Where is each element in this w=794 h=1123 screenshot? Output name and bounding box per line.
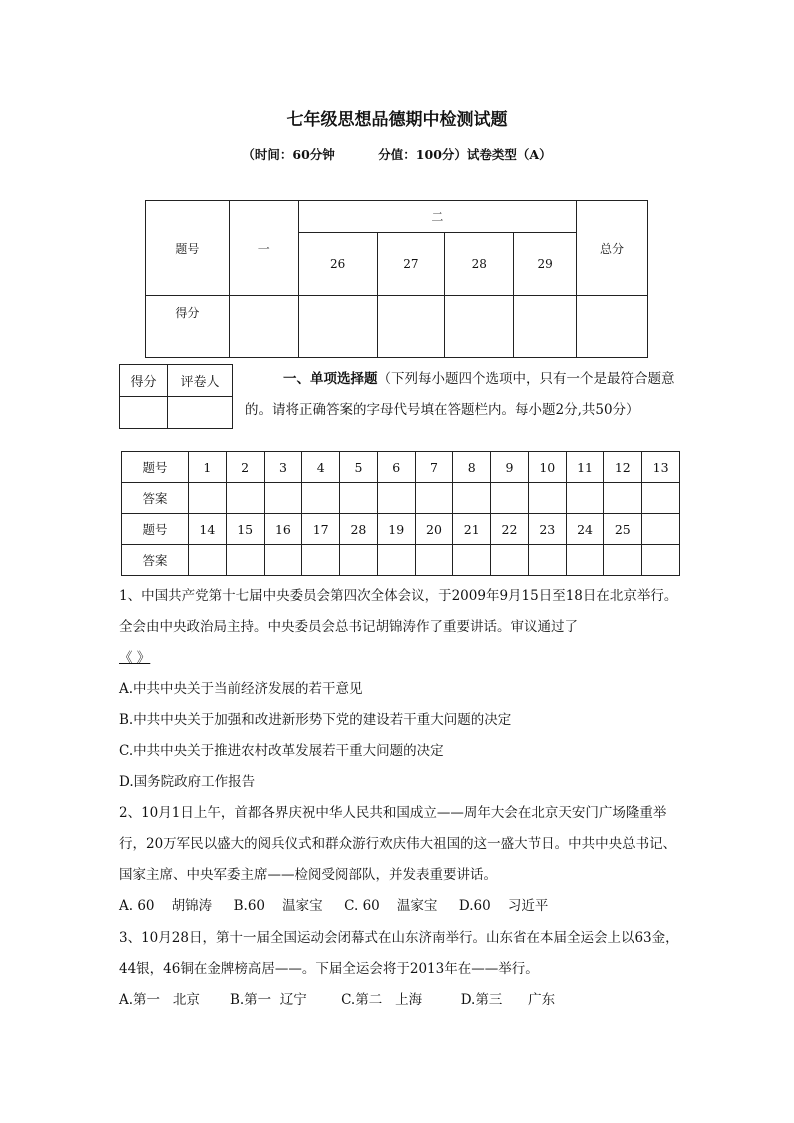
answer-qnum: 7 <box>415 452 453 483</box>
answer-qnum: 1 <box>189 452 227 483</box>
answer-qnum <box>642 514 680 545</box>
answer-cell[interactable] <box>264 545 302 576</box>
question-stem: 3、10月28日，第十一届全国运动会闭幕式在山东济南举行。山东省在本届全运会上以63金，44银，46铜在金牌榜高居——。下届全运会将于2013年在——举行。 <box>119 930 679 977</box>
answer-cell[interactable] <box>189 483 227 514</box>
score-total: 总分 <box>577 201 648 296</box>
score-cell[interactable] <box>577 296 648 358</box>
answer-qnum: 19 <box>377 514 415 545</box>
question-2 <box>119 798 679 922</box>
answer-cell[interactable] <box>491 545 529 576</box>
answer-qnum: 25 <box>604 514 642 545</box>
answer-qnum: 8 <box>453 452 491 483</box>
section-title: 一、单项选择题 <box>283 371 378 387</box>
answer-cell[interactable] <box>453 483 491 514</box>
answer-cell[interactable] <box>528 483 566 514</box>
answer-qnum: 11 <box>566 452 604 483</box>
score-cell[interactable] <box>445 296 514 358</box>
answer-qnum: 14 <box>189 514 227 545</box>
answer-qnum: 12 <box>604 452 642 483</box>
score-cell[interactable] <box>229 296 298 358</box>
question-blank: 《 》 <box>119 650 151 666</box>
answer-cell[interactable] <box>226 545 264 576</box>
grader-box <box>119 364 233 429</box>
answer-row-label: 答案 <box>122 483 189 514</box>
grader-score-label: 得分 <box>120 365 168 397</box>
score-table <box>145 200 648 358</box>
answer-cell[interactable] <box>302 483 340 514</box>
answer-cell[interactable] <box>189 545 227 576</box>
answer-qnum: 5 <box>340 452 378 483</box>
answer-qnum: 22 <box>491 514 529 545</box>
question-stem: 2、10月1日上午，首都各界庆祝中华人民共和国成立——周年大会在北京天安门广场隆重举行，20万军民以盛大的阅兵仪式和群众游行欢庆伟大祖国的这一盛大节日。中共中央总书记、国家主席、中央军委主席——检阅受阅部队，并发表重要讲话。 <box>119 805 677 883</box>
question-options: A. 60 胡锦涛 B.60 温家宝 C. 60 温家宝 D.60 习近平 <box>119 898 549 914</box>
score-cell[interactable] <box>514 296 577 358</box>
score-q26: 26 <box>298 232 377 295</box>
answer-qnum: 28 <box>340 514 378 545</box>
answer-cell[interactable] <box>453 545 491 576</box>
answer-cell[interactable] <box>340 545 378 576</box>
answer-qnum: 20 <box>415 514 453 545</box>
answer-cell[interactable] <box>566 545 604 576</box>
exam-info: （时间：60分钟 分值：100分）试卷类型（A） <box>242 147 552 162</box>
answer-cell[interactable] <box>415 545 453 576</box>
answer-qnum: 4 <box>302 452 340 483</box>
score-label-tihao: 题号 <box>146 201 230 296</box>
answer-qnum: 6 <box>377 452 415 483</box>
score-section1: 一 <box>229 201 298 296</box>
score-cell[interactable] <box>298 296 377 358</box>
question-stem: 1、中国共产党第十七届中央委员会第四次全体会议，于2009年9月15日至18日在北京举行。全会由中央政治局主持。中央委员会总书记胡锦涛作了重要讲话。审议通过了 <box>119 588 678 635</box>
answer-cell[interactable] <box>264 483 302 514</box>
answer-cell[interactable] <box>377 545 415 576</box>
option-b: B.中共中央关于加强和改进新形势下党的建设若干重大问题的决定 <box>119 712 512 728</box>
answer-row-label: 答案 <box>122 545 189 576</box>
grader-score-cell[interactable] <box>120 397 168 429</box>
score-q28: 28 <box>445 232 514 295</box>
answer-cell[interactable] <box>415 483 453 514</box>
question-1 <box>119 581 679 798</box>
answer-grid <box>121 451 680 576</box>
answer-qnum: 24 <box>566 514 604 545</box>
answer-qnum: 10 <box>528 452 566 483</box>
question-options: A.第一 北京 B.第一 辽宁 C.第二 上海 D.第三 广东 <box>119 992 556 1008</box>
answer-qnum: 9 <box>491 452 529 483</box>
answer-qnum: 21 <box>453 514 491 545</box>
score-q29: 29 <box>514 232 577 295</box>
answer-cell[interactable] <box>642 545 680 576</box>
answer-cell[interactable] <box>302 545 340 576</box>
answer-row-label: 题号 <box>122 452 189 483</box>
option-c: C.中共中央关于推进农村改革发展若干重大问题的决定 <box>119 743 444 759</box>
answer-cell[interactable] <box>566 483 604 514</box>
grader-name-cell[interactable] <box>168 397 233 429</box>
answer-cell[interactable] <box>604 483 642 514</box>
answer-cell[interactable] <box>604 545 642 576</box>
answer-cell[interactable] <box>642 483 680 514</box>
answer-qnum: 23 <box>528 514 566 545</box>
answer-cell[interactable] <box>528 545 566 576</box>
option-a: A.中共中央关于当前经济发展的若干意见 <box>119 681 363 697</box>
section-instruction: （下列每小题四个选项中，只有一个是最符合题意的。请将正确答案的字母代号填在答题栏内。每小题2分,共50分） <box>245 371 675 418</box>
answer-qnum: 16 <box>264 514 302 545</box>
answer-qnum: 13 <box>642 452 680 483</box>
grader-name-label: 评卷人 <box>168 365 233 397</box>
answer-qnum: 2 <box>226 452 264 483</box>
answer-cell[interactable] <box>340 483 378 514</box>
option-d: D.国务院政府工作报告 <box>119 774 256 790</box>
answer-cell[interactable] <box>491 483 529 514</box>
page-title: 七年级思想品德期中检测试题 <box>286 110 508 130</box>
answer-row-label: 题号 <box>122 514 189 545</box>
score-section2: 二 <box>298 201 576 233</box>
section-heading <box>245 364 685 426</box>
question-3 <box>119 923 679 1016</box>
score-label-defen: 得分 <box>146 296 230 358</box>
answer-qnum: 15 <box>226 514 264 545</box>
answer-cell[interactable] <box>226 483 264 514</box>
answer-cell[interactable] <box>377 483 415 514</box>
answer-qnum: 3 <box>264 452 302 483</box>
score-q27: 27 <box>377 232 445 295</box>
answer-qnum: 17 <box>302 514 340 545</box>
score-cell[interactable] <box>377 296 445 358</box>
